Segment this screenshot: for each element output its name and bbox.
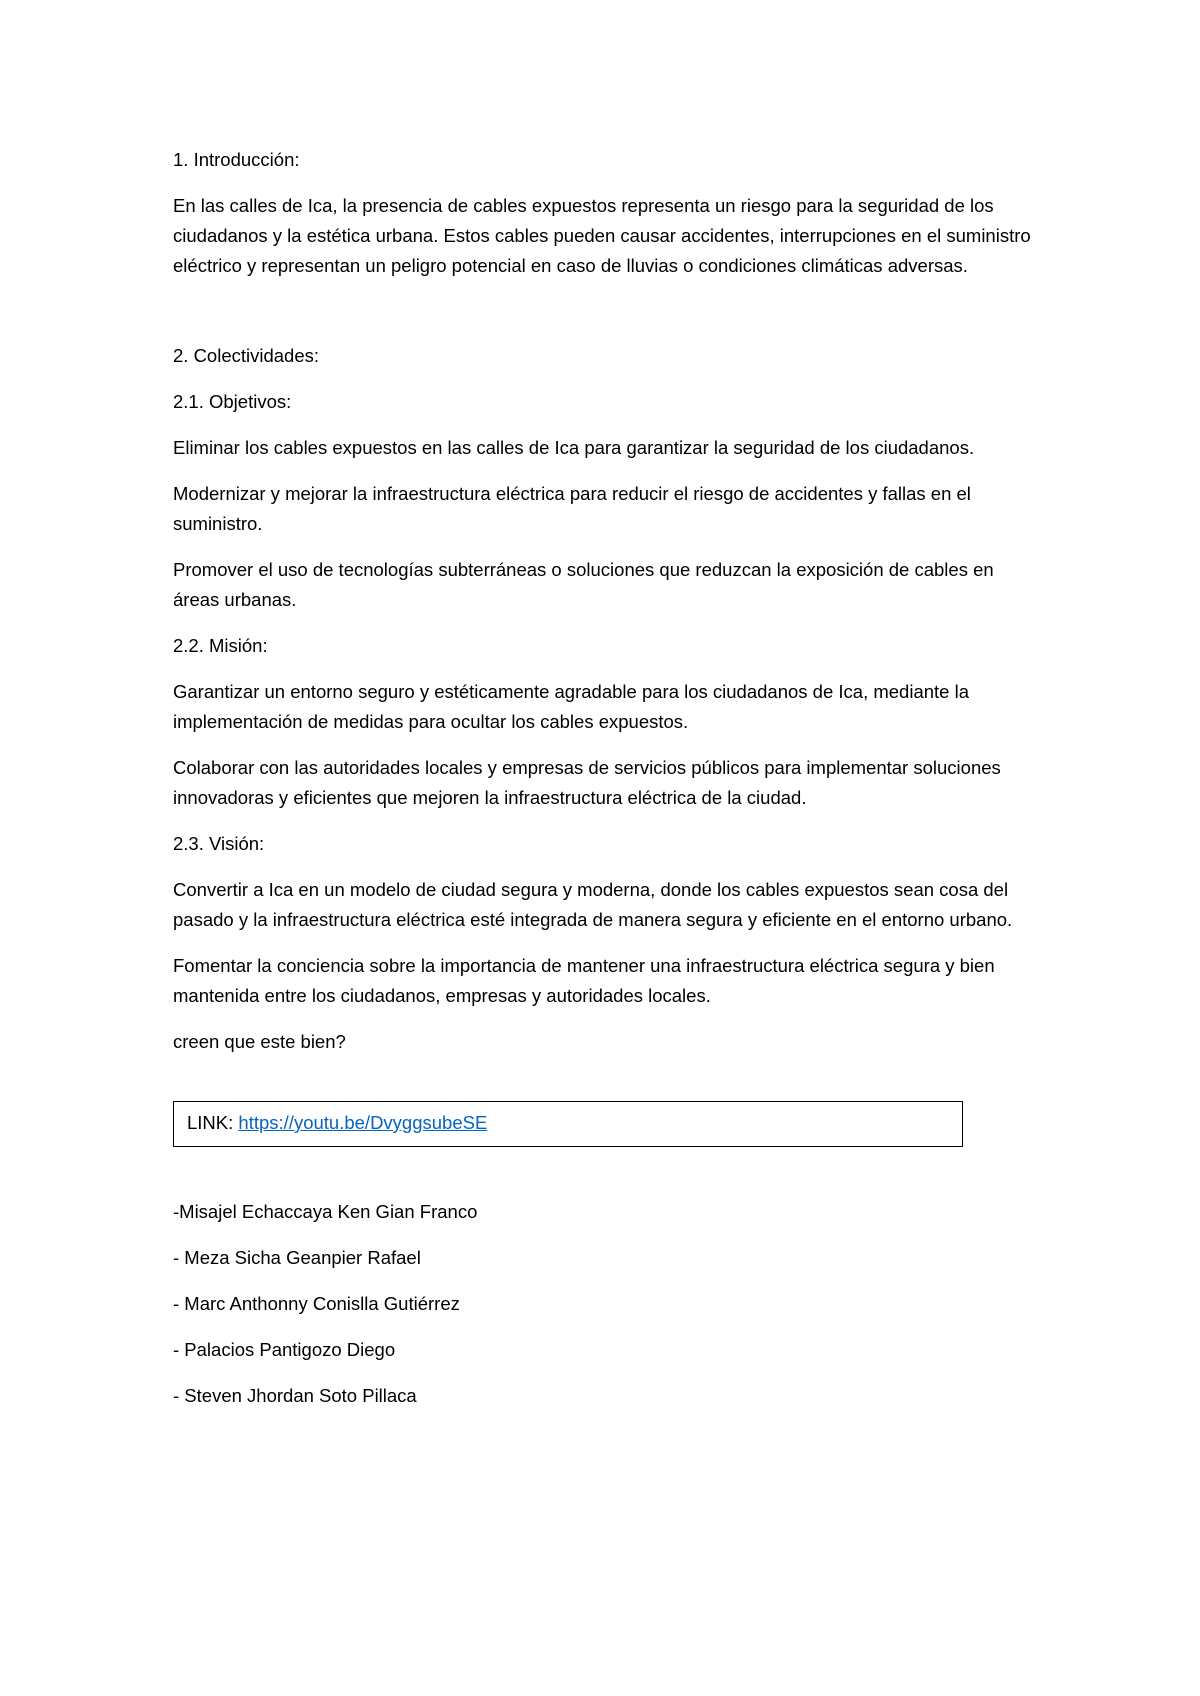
vision-item: Convertir a Ica en un modelo de ciudad segura y moderna, donde los cables expuestos sean cosa del pasado y la infraestructura eléctrica esté integrada de manera segura y eficiente en el entorno urbano. <box>173 879 1013 930</box>
objetivos-heading: 2.1. Objetivos: <box>173 391 292 412</box>
intro-paragraph: En las calles de Ica, la presencia de cables expuestos representa un riesgo para la seguridad de los ciudadanos y la estética urbana. Estos cables pueden causar accidentes, interrupciones en el suministro eléctrico y representan un peligro potencial en caso de lluvias o condiciones climáticas adversas. <box>173 195 1031 276</box>
question-text: creen que este bien? <box>173 1031 346 1052</box>
document-body <box>173 145 1033 1427</box>
author-item: - Meza Sicha Geanpier Rafael <box>173 1247 421 1268</box>
spacer <box>173 297 1033 341</box>
author-item: -Misajel Echaccaya Ken Gian Franco <box>173 1201 478 1222</box>
link-label: LINK: <box>187 1112 239 1133</box>
objetivo-item: Eliminar los cables expuestos en las calles de Ica para garantizar la seguridad de los ciudadanos. <box>173 437 975 458</box>
intro-heading: 1. Introducción: <box>173 149 300 170</box>
mision-item: Colaborar con las autoridades locales y empresas de servicios públicos para implementar soluciones innovadoras y eficientes que mejoren la infraestructura eléctrica de la ciudad. <box>173 757 1001 808</box>
link-box <box>173 1101 963 1147</box>
youtube-link[interactable]: https://youtu.be/DvyggsubeSE <box>238 1112 488 1133</box>
author-item: - Palacios Pantigozo Diego <box>173 1339 396 1360</box>
mision-heading: 2.2. Misión: <box>173 635 268 656</box>
author-item: - Steven Jhordan Soto Pillaca <box>173 1385 417 1406</box>
authors-list <box>173 1197 1033 1411</box>
vision-item: Fomentar la conciencia sobre la importancia de mantener una infraestructura eléctrica segura y bien mantenida entre los ciudadanos, empresas y autoridades locales. <box>173 955 995 1006</box>
mision-item: Garantizar un entorno seguro y estéticamente agradable para los ciudadanos de Ica, mediante la implementación de medidas para ocultar los cables expuestos. <box>173 681 969 732</box>
objetivo-item: Modernizar y mejorar la infraestructura eléctrica para reducir el riesgo de accidentes y fallas en el suministro. <box>173 483 971 534</box>
vision-heading: 2.3. Visión: <box>173 833 265 854</box>
objetivo-item: Promover el uso de tecnologías subterráneas o soluciones que reduzcan la exposición de cables en áreas urbanas. <box>173 559 994 610</box>
author-item: - Marc Anthonny Conislla Gutiérrez <box>173 1293 460 1314</box>
colectividades-heading: 2. Colectividades: <box>173 345 320 366</box>
